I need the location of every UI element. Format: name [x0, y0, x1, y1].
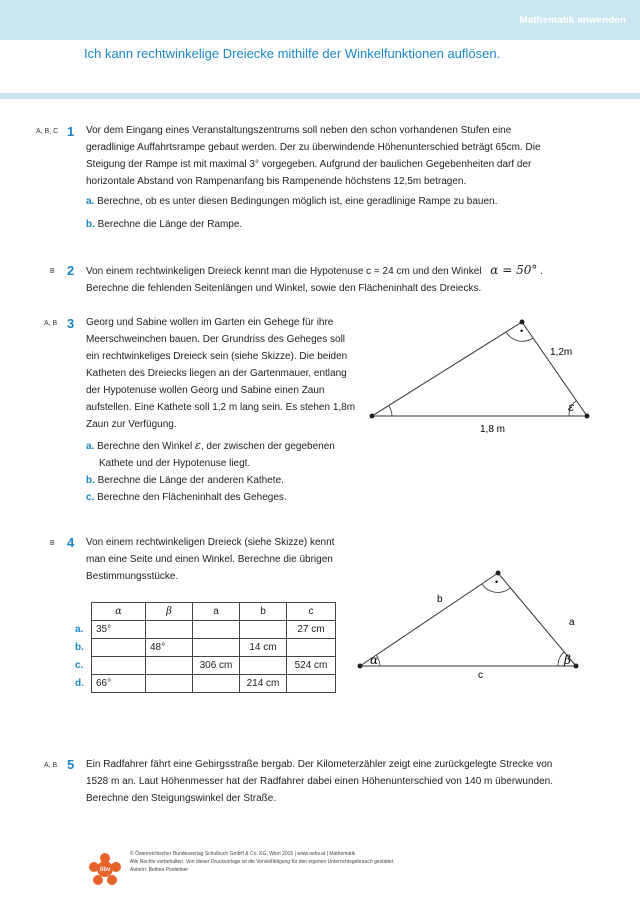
text-line: Georg und Sabine wollen im Garten ein Gehege für ihre	[86, 317, 334, 328]
vertex-dot	[370, 414, 375, 419]
table-header: β	[146, 603, 193, 621]
text-line: Zaun zur Verfügung.	[86, 419, 177, 430]
sub-b	[86, 472, 335, 489]
table-cell: 214 cm	[240, 675, 287, 693]
side-label-a: a	[569, 617, 575, 628]
task-4-text	[86, 534, 334, 585]
task-2-text	[86, 262, 543, 297]
side-label-c: c	[478, 670, 483, 681]
table-header-row	[75, 603, 336, 621]
text-fragment: Von einem rechtwinkeligen Dreieck kennt man die Hypotenuse c = 24 cm und den Winkel	[86, 266, 482, 277]
side-label-right: 1,2m	[550, 347, 573, 358]
sub-label: a.	[86, 441, 95, 452]
table-cell	[287, 639, 336, 657]
table-cell	[92, 639, 146, 657]
table-cell	[146, 621, 193, 639]
enclosure-sketch	[360, 310, 620, 440]
sub-a	[86, 437, 335, 455]
task-3-subs	[86, 437, 335, 506]
side-label-b: b	[437, 594, 443, 605]
vertex-dot	[358, 664, 363, 669]
table-cell	[193, 675, 240, 693]
text-line: der Hypotenuse wollen Georg und Sabine einen Zaun	[86, 385, 325, 396]
logo-text: öbv	[99, 867, 111, 873]
table-header: a	[193, 603, 240, 621]
sub-label: c.	[86, 492, 95, 503]
table-cell: 524 cm	[287, 657, 336, 675]
text-line: Vor dem Eingang eines Veranstaltungszentrums soll neben den schon vorhandenen Stufen eine	[86, 125, 512, 136]
text-line: Katheten des Dreiecks liegen an der Gartenmauer, entlang	[86, 368, 347, 379]
text-line: geradlinige Auffahrtsrampe gebaut werden. Der zu überwindende Höhenunterschied beträgt 65cm. Die	[86, 142, 541, 153]
table-cell	[240, 621, 287, 639]
table-header: b	[240, 603, 287, 621]
row-label: a.	[75, 624, 84, 635]
task-3-text	[86, 314, 355, 433]
table-header: α	[92, 603, 146, 621]
table-row	[75, 639, 336, 657]
row-label: c.	[75, 660, 84, 671]
values-table	[75, 602, 336, 693]
table-row	[75, 657, 336, 675]
table-cell	[193, 621, 240, 639]
sub-a-line2: Kathete und der Hypotenuse liegt.	[99, 458, 251, 469]
task-1-sub-b	[86, 216, 242, 233]
vertex-dot	[496, 571, 501, 576]
table-cell	[146, 675, 193, 693]
table-cell: 306 cm	[193, 657, 240, 675]
table-cell	[193, 639, 240, 657]
table-row	[75, 675, 336, 693]
footer-line: © Österreichischer Bundesverlag Schulbuch GmbH & Co. KG, Wien 2015 | www.oebv.at | Mathematik	[130, 851, 356, 857]
text-line: man eine Seite und einen Winkel. Berechne die übrigen	[86, 554, 333, 565]
section-label: Mathematik anwenden	[519, 15, 626, 26]
task-1-sub-a	[86, 193, 497, 210]
row-label: d.	[75, 678, 84, 689]
corner-arc	[389, 406, 392, 416]
text-line: Berechne die fehlenden Seitenlängen und Winkel, sowie den Flächeninhalt des Dreiecks.	[86, 283, 482, 294]
footer-line: Autorin: Bettina Ponleitner	[130, 867, 189, 873]
triangle-outline	[372, 322, 587, 416]
sub-text: Berechne den Winkel	[97, 441, 193, 452]
text-line: ein rechtwinkeliges Dreieck sein (siehe Skizze). Die beiden	[86, 351, 348, 362]
text-line	[86, 262, 543, 280]
row-label: b.	[75, 642, 84, 653]
page-title: Ich kann rechtwinkelige Dreiecke mithilfe der Winkelfunktionen auflösen.	[84, 46, 501, 61]
text-line: Ein Radfahrer fährt eine Gebirgsstraße bergab. Der Kilometerzähler zeigt eine zurückgelegte Strecke von	[86, 759, 553, 770]
sub-label: b.	[86, 219, 95, 230]
task-3-number: 3	[67, 316, 75, 331]
text-line: Berechne den Steigungswinkel der Straße.	[86, 793, 277, 804]
task-1-number: 1	[67, 124, 75, 139]
task-2-number: 2	[67, 263, 75, 278]
beta-label: β	[564, 653, 571, 667]
text-line: aufstellen. Eine Kathete soll 1,2 m lang sein. Es stehen 1,8m	[86, 402, 356, 413]
epsilon-label: ε	[568, 400, 575, 414]
task-1-text	[86, 122, 541, 190]
task-5-text	[86, 756, 553, 807]
text-line: Steigung der Rampe ist mit maximal 3° vorgegeben. Aufgrund der baulichen Gegebenheiten darf der	[86, 159, 532, 170]
table-cell: 48°	[146, 639, 193, 657]
text-line: Von einem rechtwinkeligen Dreieck (siehe Skizze) kennt	[86, 537, 335, 548]
angle-formula: α = 50°	[490, 263, 538, 277]
footer-text	[130, 850, 395, 874]
text-line: Meerschweinchen bauen. Der Grundriss des Geheges soll	[86, 334, 346, 345]
table-cell: 66°	[92, 675, 146, 693]
epsilon-symbol: ε	[194, 439, 201, 452]
sub-c	[86, 489, 335, 506]
vertex-dot	[520, 320, 525, 325]
sub-text: Berechne die Länge der anderen Kathete.	[97, 475, 284, 486]
table-row	[75, 621, 336, 639]
footer-line: Alle Rechte vorbehalten. Von dieser Druckvorlage ist die Vervielfältigung für den eigenen Unterrichtsgebrauch gestattet.	[130, 859, 395, 865]
triangle-sketch	[350, 560, 600, 685]
task-5-level: A, B	[44, 762, 58, 769]
table-cell: 35°	[92, 621, 146, 639]
task-3-level: A, B	[44, 320, 58, 327]
triangle-outline	[360, 573, 576, 666]
sub-label: b.	[86, 475, 95, 486]
task-1-level: A, B, C	[36, 128, 59, 135]
sub-text: Berechne den Flächeninhalt des Geheges.	[97, 492, 287, 503]
right-angle-mark: •	[495, 577, 499, 587]
task-4-level: B	[50, 540, 55, 547]
right-angle-mark: •	[520, 326, 524, 336]
table-cell	[92, 657, 146, 675]
sub-label: a.	[86, 196, 95, 207]
vertex-dot	[585, 414, 590, 419]
table-cell: 14 cm	[240, 639, 287, 657]
publisher-logo	[88, 852, 122, 886]
task-2-level: B	[50, 268, 55, 275]
task-5-number: 5	[67, 757, 75, 772]
table-cell	[146, 657, 193, 675]
vertex-dot	[574, 664, 579, 669]
table-cell	[240, 657, 287, 675]
table-cell: 27 cm	[287, 621, 336, 639]
table-cell	[287, 675, 336, 693]
header-stripe	[0, 93, 640, 99]
table-header: c	[287, 603, 336, 621]
text-fragment: .	[540, 266, 543, 277]
sub-text: Berechne, ob es unter diesen Bedingungen möglich ist, eine geradlinige Rampe zu bauen.	[97, 196, 498, 207]
side-label-bottom: 1,8 m	[480, 424, 506, 435]
text-line: 1528 m an. Laut Höhenmesser hat der Radfahrer dabei einen Höhenunterschied von 140 m überwunden.	[86, 776, 553, 787]
sub-text: Berechne die Länge der Rampe.	[97, 219, 243, 230]
text-line: Bestimmungsstücke.	[86, 571, 179, 582]
task-4-number: 4	[67, 535, 75, 550]
sub-text: , der zwischen der gegebenen	[200, 441, 335, 452]
text-line: horizontale Abstand von Rampenanfang bis Rampenende höchstens 12,5m betragen.	[86, 176, 467, 187]
alpha-label: α	[370, 653, 379, 667]
